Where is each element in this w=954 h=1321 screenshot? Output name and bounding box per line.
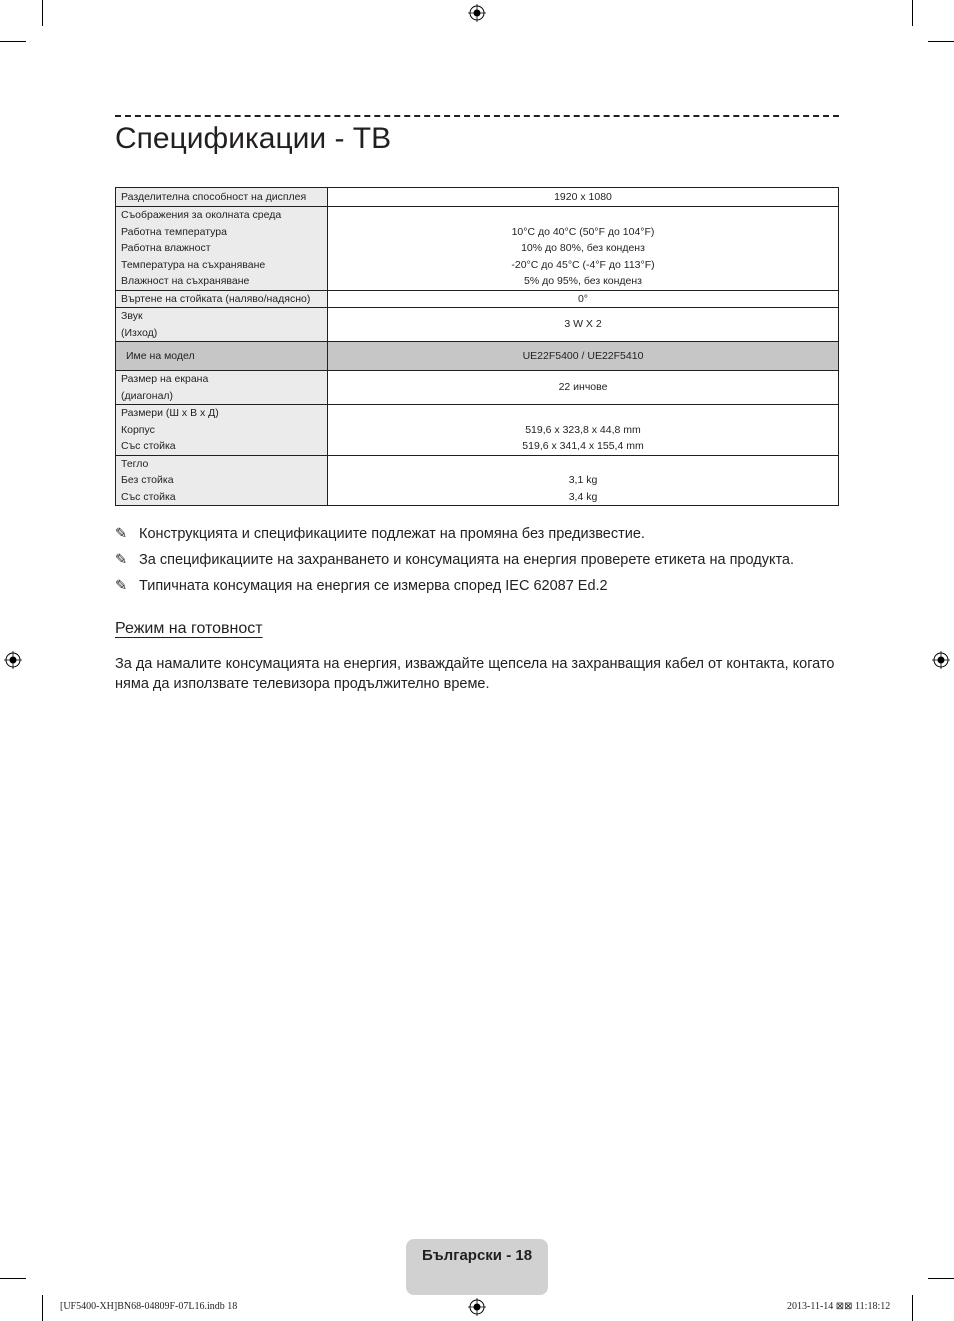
print-slug-right: 2013-11-14 ⊠⊠ 11:18:12 <box>787 1301 891 1312</box>
spec-label: Размер на екрана (диагонал) <box>116 371 328 405</box>
page-title: Спецификации - ТВ <box>115 122 392 155</box>
table-row <box>116 405 839 456</box>
note-item <box>115 551 855 569</box>
spec-value: 3 W X 2 <box>328 308 839 342</box>
pencil-icon: ✎ <box>115 552 128 568</box>
crop-mark <box>928 1278 954 1279</box>
crop-mark <box>42 0 43 26</box>
spec-value: UE22F5400 / UE22F5410 <box>328 342 839 371</box>
spec-label: Име на модел <box>116 342 328 371</box>
note-text: За спецификациите на захранването и консумацията на енергия проверете етикета на продукта. <box>139 552 795 568</box>
section-heading: Режим на готовност <box>115 620 263 637</box>
spec-value: 22 инчове <box>328 371 839 405</box>
crop-mark <box>0 1278 26 1279</box>
note-text: Конструкцията и спецификациите подлежат на промяна без предизвестие. <box>139 526 645 542</box>
crop-mark <box>912 1295 913 1321</box>
registration-mark-icon <box>932 651 950 669</box>
table-row <box>116 455 839 506</box>
crop-mark <box>42 1295 43 1321</box>
spec-label: Съображения за околната среда Работна температура Работна влажност Температура на съхраняване Влажност на съхраняване <box>116 207 328 291</box>
notes-list <box>115 525 855 603</box>
crop-mark <box>0 41 26 42</box>
spec-value: 3,1 kg 3,4 kg <box>328 455 839 506</box>
spec-table <box>115 187 839 506</box>
registration-mark-icon <box>468 1298 486 1316</box>
note-text: Типичната консумация на енергия се измерва според IEC 62087 Ed.2 <box>139 578 608 594</box>
spec-label: Тегло Без стойка Със стойка <box>116 455 328 506</box>
page-number-tab <box>406 1239 548 1295</box>
page-number-label: Български - 18 <box>421 1247 533 1264</box>
spec-label: Разделителна способност на дисплея <box>116 188 328 207</box>
print-slug-left: [UF5400-XH]BN68-04809F-07L16.indb 18 <box>60 1301 238 1312</box>
standby-paragraph: За да намалите консумацията на енергия, изваждайте щепсела на захранващия кабел от контакта, когато няма да използвате телевизора продължително време. <box>115 656 835 692</box>
registration-mark-icon <box>4 651 22 669</box>
table-row <box>116 371 839 405</box>
table-row <box>116 207 839 291</box>
spec-label: Въртене на стойката (наляво/надясно) <box>116 290 328 308</box>
spec-value: 1920 x 1080 <box>328 188 839 207</box>
spec-value: 0° <box>328 290 839 308</box>
note-item <box>115 525 855 543</box>
pencil-icon: ✎ <box>115 578 128 594</box>
title-divider <box>115 115 839 117</box>
spec-value: 519,6 x 323,8 x 44,8 mm 519,6 x 341,4 x 155,4 mm <box>328 405 839 456</box>
note-item <box>115 577 855 595</box>
spec-label: Звук (Изход) <box>116 308 328 342</box>
spec-label: Размери (Ш x В x Д) Корпус Със стойка <box>116 405 328 456</box>
table-row <box>116 342 839 371</box>
crop-mark <box>912 0 913 26</box>
spec-value: 10°C до 40°C (50°F до 104°F) 10% до 80%, без конденз -20°C до 45°C (-4°F до 113°F) 5% до 95%, без конденз <box>328 207 839 291</box>
registration-mark-icon <box>468 4 486 22</box>
table-row <box>116 308 839 342</box>
pencil-icon: ✎ <box>115 526 128 542</box>
table-row <box>116 188 839 207</box>
crop-mark <box>928 41 954 42</box>
table-row <box>116 290 839 308</box>
